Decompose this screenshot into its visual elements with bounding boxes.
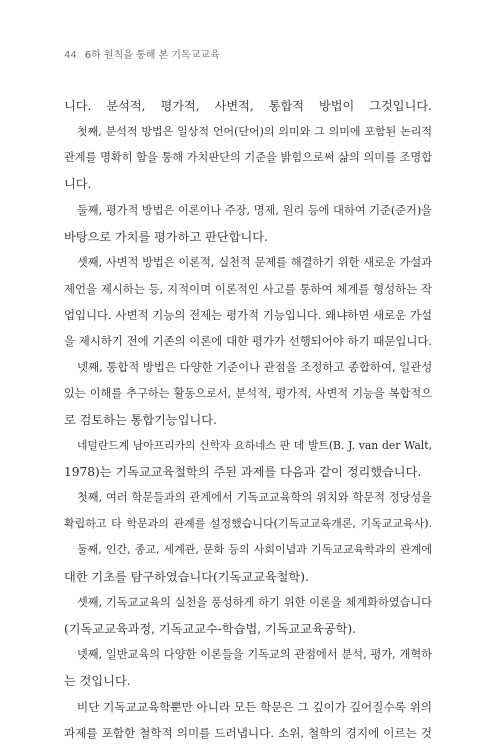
text-line: 제언을 제시하는 등, 지적이며 이론적인 사고를 통하여 체계를 형성하는 작 <box>64 281 432 296</box>
text-line: 대한 기초를 탐구하였습니다(기독교교육철학). <box>64 569 309 584</box>
text-line: 넷째, 일반교육의 다양한 이론들을 기독교의 관점에서 분석, 평가, 개혁하 <box>77 647 432 661</box>
text-line: 니다. <box>64 177 92 192</box>
text-line: 둘째, 인간, 종교, 세계관, 문화 등의 사회이념과 기독교교육학과의 관계에 <box>77 543 432 557</box>
text-line: 을 제시하기 전에 기존의 이론에 대한 평가가 선행되어야 하기 때문입니다. <box>64 334 432 349</box>
text-line: 확립하고 타 학문과의 관계를 설정했습니다(기독교교육개론, 기독교교육사). <box>64 517 432 531</box>
text-line: 바탕으로 가치를 평가하고 판단합니다. <box>64 229 268 244</box>
text-line: 과제를 포함한 철학적 의미를 드러냅니다. 소위, 철학의 경지에 이르는 것 <box>64 726 432 741</box>
text-line: 있는 이해를 추구하는 활동으로서, 분석적, 평가적, 사변적 기능을 복합적으 <box>64 386 432 400</box>
page-header <box>64 46 220 61</box>
text-line: 관계를 명확히 함을 통해 가치판단의 기준을 밝힘으로써 삶의 의미를 조명합 <box>64 151 432 165</box>
page-number: 44 <box>64 50 77 61</box>
text-line: 첫째, 여러 학문들과의 관계에서 기독교교육학의 위치와 학문적 정당성을 <box>77 491 432 505</box>
text-line: 업입니다. 사변적 기능의 전제는 평가적 기능입니다. 왜냐하면 새로운 가설 <box>64 308 432 323</box>
text-line: 둘째, 평가적 방법은 이론이나 주장, 명제, 원리 등에 대하여 기준(준거)을 <box>77 203 432 217</box>
text-line: 셋째, 기독교교육의 실천을 풍성하게 하기 위한 이론을 체계화하였습니다 <box>77 595 432 609</box>
text-line: 네덜란드계 남아프리카의 신학자 요하네스 판 데 발트(B. J. van der Walt, <box>77 438 432 452</box>
running-title: 6하 원칙을 통해 본 기독교교육 <box>84 50 220 61</box>
text-line: (기독교교육과정, 기독교교수-학습법, 기독교교육공학). <box>64 621 357 636</box>
text-line: 1978)는 기독교교육철학의 주된 과제를 다음과 같이 정리했습니다. <box>64 464 422 479</box>
text-line: 넷째, 통합적 방법은 다양한 기준이나 관점을 조정하고 종합하여, 일관성 <box>77 360 432 375</box>
body-text <box>64 93 432 747</box>
text-line: 셋째, 사변적 방법은 이론적, 실천적 문제를 해결하기 위한 새로운 가설과 <box>77 255 432 269</box>
text-line: 로 검토하는 통합기능입니다. <box>64 412 217 427</box>
text-line: 비단 기독교교육학뿐만 아니라 모든 학문은 그 깊이가 깊어질수록 위의 <box>77 700 432 715</box>
text-line: 니다. 분석적, 평가적, 사변적, 통합적 방법이 그것입니다. <box>64 99 432 113</box>
text-line: 첫째, 분석적 방법은 일상적 언어(단어)의 의미와 그 의미에 포함된 논리적 <box>77 125 432 139</box>
text-line: 는 것입니다. <box>64 674 131 689</box>
